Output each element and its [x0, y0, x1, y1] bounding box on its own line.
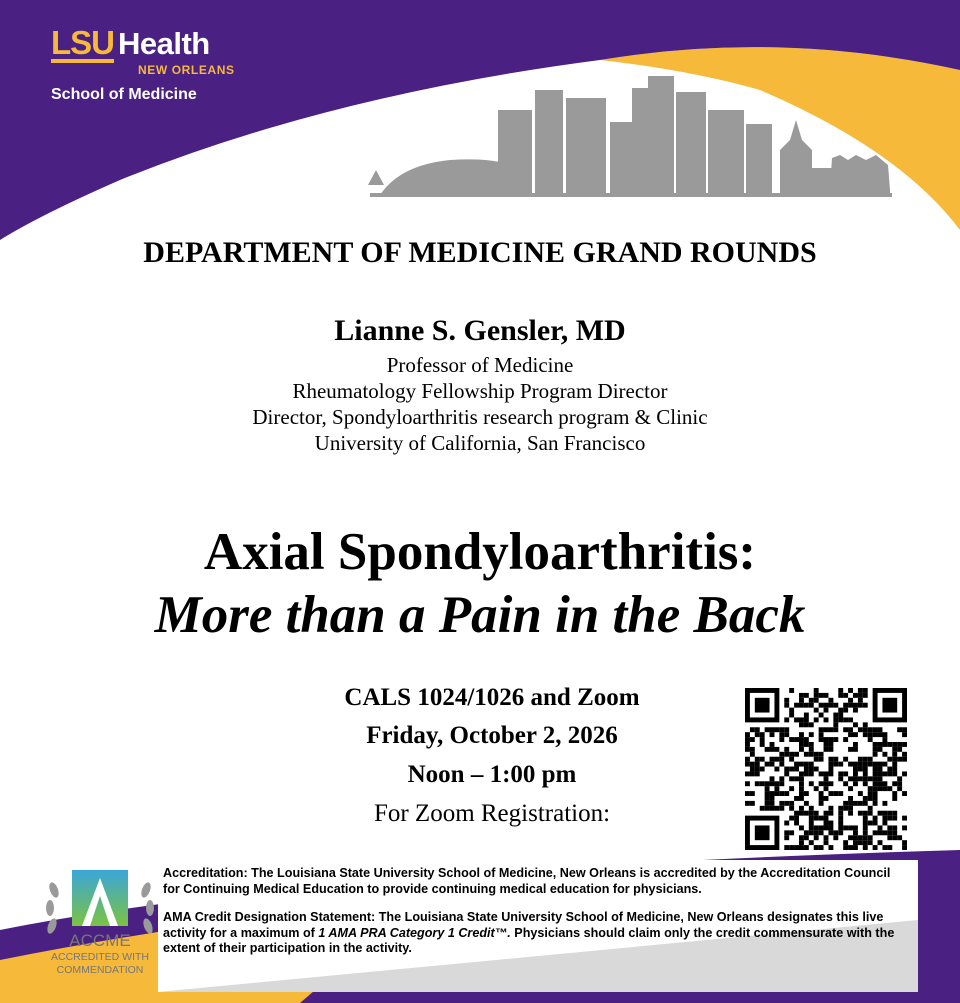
qr-finder-pattern: [755, 698, 770, 713]
accme-badge-logo: [40, 864, 160, 988]
talk-subtitle: More than a Pain in the Back: [154, 586, 806, 644]
zoom-registration-qr-code[interactable]: [745, 688, 907, 850]
speaker-title-line: Director, Spondyloarthritis research program & Clinic: [252, 405, 708, 429]
accme-line1: ACCREDITED WITH: [51, 951, 149, 963]
event-time: Noon – 1:00 pm: [407, 761, 577, 788]
speaker-affiliation: [0, 352, 960, 456]
speaker-title-line: Rheumatology Fellowship Program Director: [292, 379, 668, 403]
talk-title: Axial Spondyloarthritis:: [203, 523, 757, 581]
accme-line2: COMMENDATION: [56, 964, 144, 976]
logo-school: School of Medicine: [51, 86, 197, 103]
lsu-health-logo: [51, 24, 235, 103]
qr-finder-pattern: [882, 698, 897, 713]
accme-name: ACCME: [69, 931, 131, 950]
speaker-title-line: Professor of Medicine: [386, 353, 574, 377]
accreditation-text: [163, 866, 908, 970]
event-series-heading: DEPARTMENT OF MEDICINE GRAND ROUNDS: [143, 236, 817, 269]
credit-prefix: AMA Credit Designation Statement: The Louisiana State University School of Medicine, New Orleans designates this live activity for a maximum of: [163, 910, 884, 940]
qr-finder-pattern: [755, 825, 770, 840]
credit-suffix: Physicians should claim only the credit commensurate with the extent of their participation in the activity.: [163, 925, 895, 955]
event-date: Friday, October 2, 2026: [366, 722, 618, 749]
credit-amount: 1 AMA PRA Category 1 Credit™.: [318, 925, 511, 940]
speaker-title-line: University of California, San Francisco: [314, 431, 646, 455]
credit-designation-statement: [163, 910, 908, 957]
logo-city: NEW ORLEANS: [138, 63, 235, 77]
logo-name: Health: [118, 26, 210, 61]
event-location: CALS 1024/1026 and Zoom: [344, 684, 640, 711]
zoom-registration-label: For Zoom Registration:: [373, 800, 611, 827]
speaker-name: Lianne S. Gensler, MD: [334, 314, 626, 347]
logo-brand: LSU: [51, 24, 114, 61]
accreditation-statement: Accreditation: The Louisiana State University School of Medicine, New Orleans is accredited by the Accreditation Council for Continuing Medical Education to provide continuing medical education for physicians.: [163, 866, 891, 896]
